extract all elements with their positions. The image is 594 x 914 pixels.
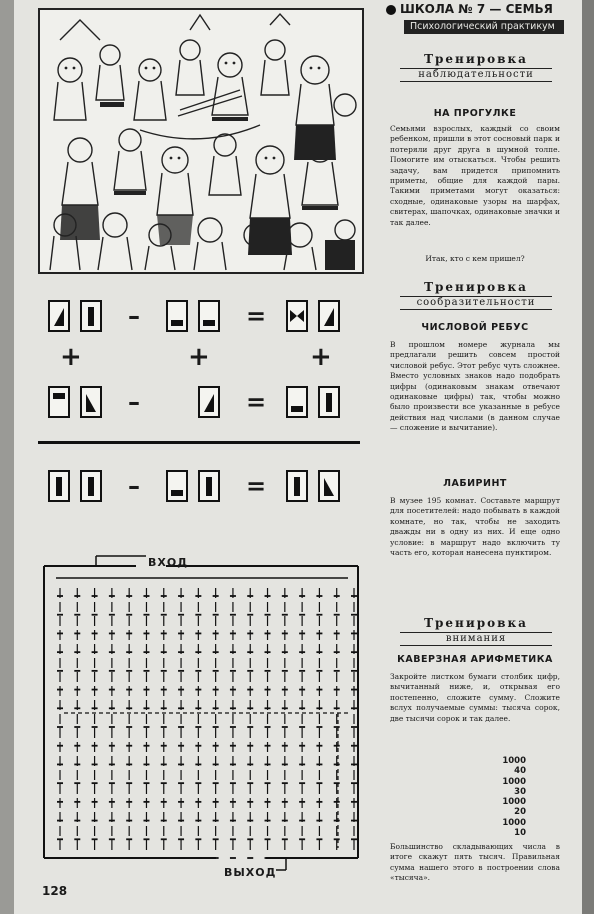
training-heading: Тренировка [424,616,528,630]
rebus-symbol-tile [48,300,70,332]
rebus-symbol-tile [318,470,340,502]
article-title: НА ПРОГУЛКЕ [433,108,517,119]
text-column [386,0,564,914]
page-binding [0,0,14,914]
page-edge-shadow [582,0,594,914]
section-header [386,2,564,18]
training-subheading: сообразительности [400,296,552,310]
number-item: 40 [514,766,526,777]
number-item: 1000 [502,797,526,808]
maze-entrance-label: ВХОД [148,556,189,569]
section-title: ШКОЛА № 7 — СЕМЬЯ [400,2,553,16]
number-rebus [38,296,368,526]
rebus-symbol-tile [166,470,188,502]
number-column [476,756,526,838]
labyrinth [36,548,366,884]
rebus-symbol-tile [286,300,308,332]
plus-sign: + [310,342,332,372]
article-question: Итак, кто с кем пришел? [425,254,525,263]
equals-sign: = [246,302,267,330]
training-heading: Тренировка [424,280,528,294]
minus-sign: – [128,472,140,500]
rebus-symbol-tile [286,470,308,502]
labyrinth-plan [36,548,366,884]
rebus-symbol-tile [198,300,220,332]
number-item: 1000 [502,776,526,787]
article-text: В прошлом номере журнала мы предлагали решить совсем простой числовой ребус. Этот ребус чуть сложнее. Вместо условных знаков надо подобрать цифры (одинаковым знакам отвечают одинаковые цифры) так, чтобы можно было произвести все указанные в ребусе действия над числами (в данном случае — сложение и вычитание). [390,340,560,433]
rebus-symbol-tile [166,300,188,332]
article-text: Семьями взрослых, каждый со своим ребенком, пришли в этот сосновый парк и потеряли друг друга в шумной толпе. Помогите им отыскаться. Чтобы решить задачу, вам придется припомнить приметы, общие для каждой пары. Такими приметами могут оказаться: сходные, одинаковые узоры на шарфах, свитерах, шапочках, одинаковые значки и так далее. [390,124,560,227]
rebus-symbol-tile [198,386,220,418]
rebus-symbol-tile [198,470,220,502]
article-title: ЛАБИРИНТ [443,478,507,489]
crowd-illustration [38,8,364,274]
rebus-symbol-tile [48,386,70,418]
equals-sign: = [246,388,267,416]
training-heading: Тренировка [424,52,528,66]
page-number: 128 [42,884,68,898]
sum-line [38,441,360,444]
minus-sign: – [128,388,140,416]
rebus-row-3 [38,466,368,506]
article-text: В музее 195 комнат. Составьте маршрут для посетителей: надо побывать в каждой комнате, но так, чтобы не заходить дважды ни в одну из них. И еще одно условие: в маршрут надо включить ту часть его, которая нанесена пунктиром. [390,496,560,558]
minus-sign: – [128,302,140,330]
rebus-symbol-tile [80,386,102,418]
training-subheading: наблюдательности [400,68,552,82]
number-item: 10 [514,828,526,839]
equals-sign: = [246,472,267,500]
rubric-label: Психологический практикум [404,20,564,34]
rebus-row-1 [38,296,368,336]
article-answer: Большинство складывающих числа в итоге скажут пять тысяч. Правильная сумма нашего этого в построении слова «тысяча». [390,842,560,883]
number-item: 1000 [502,817,526,828]
training-subheading: внимания [400,632,552,646]
rebus-row-2 [38,382,368,422]
number-item: 30 [514,786,526,797]
rebus-symbol-tile [80,470,102,502]
plus-sign: + [188,342,210,372]
number-item: 1000 [502,756,526,766]
rebus-symbol-tile [318,386,340,418]
rebus-symbol-tile [80,300,102,332]
rebus-symbol-tile [318,300,340,332]
rebus-symbol-tile [286,386,308,418]
plus-sign: + [60,342,82,372]
number-item: 20 [514,807,526,818]
maze-exit-label: ВЫХОД [224,866,277,879]
article-text: Закройте листком бумаги столбик цифр, вычитанный ниже, и, открывая его постепенно, сложите сумму. Сложите вслух получаемые суммы: тысяча сорок, две тысячи сорок и так далее. [390,672,560,723]
article-title: КАВЕРЗНАЯ АРИФМЕТИКА [397,654,553,665]
article-title: ЧИСЛОВОЙ РЕБУС [421,322,529,333]
bullet-icon [386,5,396,15]
crowd-drawing [40,10,362,272]
rebus-symbol-tile [48,470,70,502]
